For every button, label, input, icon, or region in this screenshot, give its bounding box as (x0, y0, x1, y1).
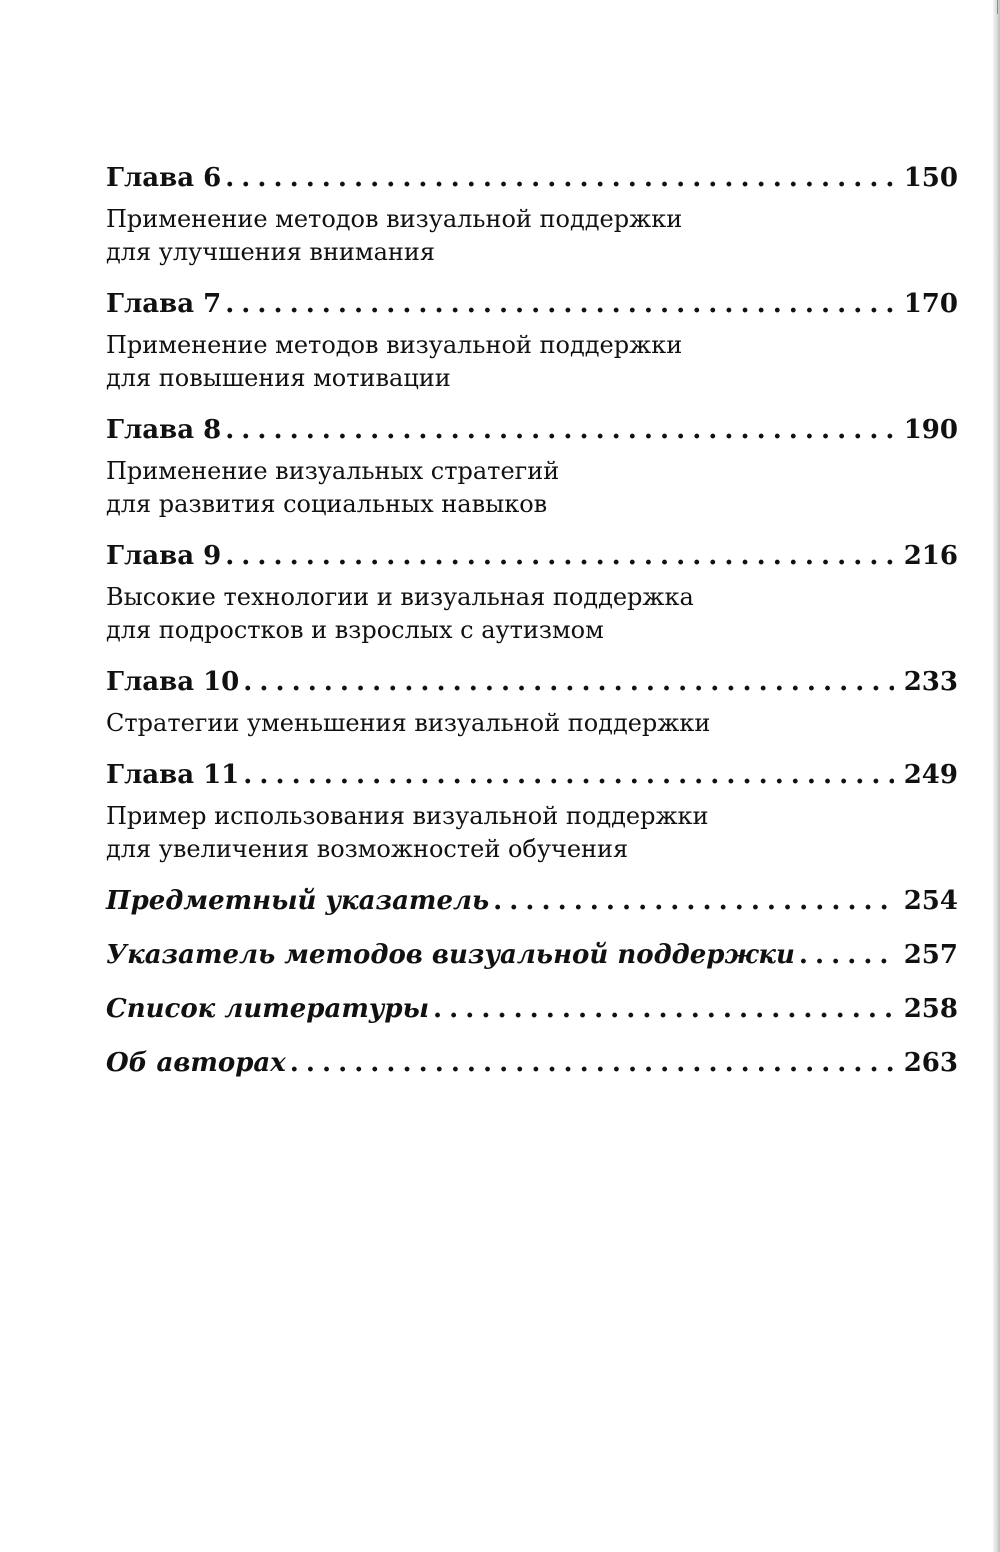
page-number: 190 (903, 415, 958, 445)
chapter-description-line: Высокие технологии и визуальная поддержка (106, 583, 694, 611)
page-edge-mark (997, 0, 998, 14)
chapter-title: Глава 6 (106, 163, 222, 193)
dot-leader (225, 541, 894, 571)
chapter-description-line: Пример использования визуальной поддержки (106, 802, 709, 830)
page-number: 233 (903, 667, 958, 697)
chapter-description-line: для улучшения внимания (106, 238, 436, 266)
page-number: 170 (903, 289, 958, 319)
chapter-description-line: для развития социальных навыков (106, 490, 548, 518)
back-matter-heading-line (106, 886, 958, 926)
page-number: 258 (903, 994, 958, 1024)
page-number: 150 (903, 163, 958, 193)
back-matter-title: Указатель методов визуальной поддержки (106, 940, 795, 970)
chapter-heading-line (106, 289, 958, 329)
back-matter-heading-line (106, 940, 958, 980)
dot-leader (225, 289, 894, 319)
chapter-title: Глава 8 (106, 415, 222, 445)
toc-entry-chapter-8[interactable] (106, 415, 958, 521)
page-edge (993, 0, 1000, 1552)
chapter-description-line: Стратегии уменьшения визуальной поддержки (106, 709, 711, 737)
dot-leader (225, 163, 894, 193)
dot-leader (290, 1048, 894, 1078)
toc-entry-chapter-9[interactable] (106, 541, 958, 647)
chapter-title: Глава 9 (106, 541, 222, 571)
toc-entry-about-authors[interactable] (106, 1048, 958, 1088)
toc-entry-bibliography[interactable] (106, 994, 958, 1034)
toc-entry-methods-index[interactable] (106, 940, 958, 980)
dot-leader (243, 667, 893, 697)
chapter-heading-line (106, 667, 958, 707)
dot-leader (799, 940, 894, 970)
chapter-description-line: для увеличения возможностей обучения (106, 835, 629, 863)
chapter-title: Глава 10 (106, 667, 240, 697)
chapter-title: Глава 7 (106, 289, 222, 319)
dot-leader (243, 760, 893, 790)
chapter-heading-line (106, 415, 958, 455)
chapter-description-line: Применение визуальных стратегий (106, 457, 560, 485)
toc-entry-chapter-6[interactable] (106, 163, 958, 269)
chapter-heading-line (106, 541, 958, 581)
chapter-description-line: Применение методов визуальной поддержки (106, 205, 683, 233)
chapter-heading-line (106, 760, 958, 800)
chapter-heading-line (106, 163, 958, 203)
page-number: 249 (903, 760, 958, 790)
table-of-contents (106, 163, 958, 1088)
dot-leader (493, 886, 894, 916)
toc-entry-subject-index[interactable] (106, 886, 958, 926)
page-number: 257 (903, 940, 958, 970)
chapter-description-line: для подростков и взрослых с аутизмом (106, 616, 604, 644)
chapter-title: Глава 11 (106, 760, 240, 790)
toc-entry-chapter-11[interactable] (106, 760, 958, 866)
dot-leader (225, 415, 894, 445)
page-number: 263 (903, 1048, 958, 1078)
chapter-description-line: Применение методов визуальной поддержки (106, 331, 683, 359)
dot-leader (433, 994, 894, 1024)
page-number: 216 (903, 541, 958, 571)
back-matter-title: Об авторах (106, 1048, 286, 1078)
back-matter-heading-line (106, 1048, 958, 1088)
toc-entry-chapter-10[interactable] (106, 667, 958, 740)
chapter-description-line: для повышения мотивации (106, 364, 451, 392)
back-matter-title: Предметный указатель (106, 886, 490, 916)
back-matter-heading-line (106, 994, 958, 1034)
back-matter-title: Список литературы (106, 994, 430, 1024)
toc-entry-chapter-7[interactable] (106, 289, 958, 395)
page-number: 254 (903, 886, 958, 916)
